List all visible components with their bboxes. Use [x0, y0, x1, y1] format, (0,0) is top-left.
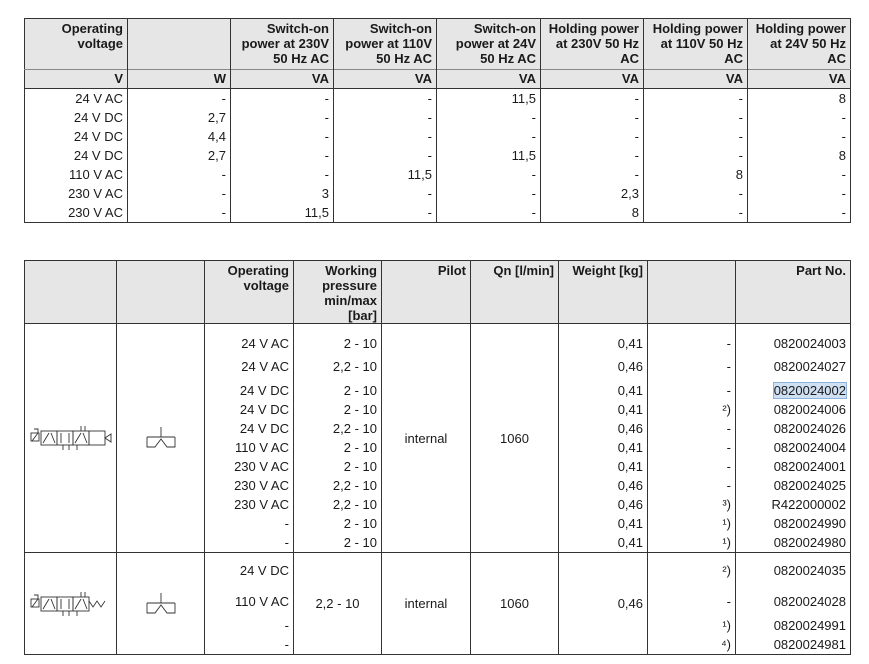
valve-symbol-cell: [25, 553, 117, 655]
pressure-value: 2,2 - 10: [332, 497, 377, 512]
power-table: [24, 18, 851, 223]
part-value: 0820024027: [773, 359, 846, 374]
table-cell: -: [334, 184, 437, 203]
voltage-value: -: [284, 516, 289, 531]
note-value: ¹): [722, 618, 731, 633]
header-cell: [117, 261, 205, 324]
voltage-value: 24 V DC: [239, 421, 289, 436]
power-table-row: [25, 165, 851, 184]
weight-value: 0,46: [617, 478, 643, 493]
voltage-value: 110 V AC: [235, 594, 289, 609]
valve-symbol-cell: [25, 324, 117, 553]
table-cell: -: [231, 165, 334, 184]
table-cell: -: [541, 165, 644, 184]
unit-cell: VA: [541, 70, 644, 89]
valve-table-header: [25, 261, 851, 324]
unit-cell: VA: [231, 70, 334, 89]
table-cell: 110 V AC: [69, 167, 123, 182]
note-value: -: [726, 440, 731, 455]
weight-value: 0,41: [617, 440, 643, 455]
table-cell: -: [748, 184, 851, 203]
selected-part-number[interactable]: 0820024002: [773, 383, 846, 398]
voltage-value: 24 V DC: [239, 383, 289, 398]
power-table-header: [25, 19, 851, 70]
table-cell: -: [128, 165, 231, 184]
note-value: -: [726, 459, 731, 474]
table-cell: 2,7: [128, 146, 231, 165]
table-cell: -: [644, 184, 748, 203]
table-cell: 8: [644, 165, 748, 184]
valve-symbol-icon: [29, 591, 113, 617]
table-cell: -: [541, 89, 644, 109]
note-value: ¹): [722, 516, 731, 531]
table-cell: 3: [231, 184, 334, 203]
part-cell: [736, 324, 851, 553]
power-table-row: [25, 127, 851, 146]
pilot-symbol-icon: [141, 591, 181, 617]
pressure-value: 2 - 10: [343, 402, 377, 417]
part-value: 0820024004: [773, 440, 846, 455]
power-table-row: [25, 89, 851, 109]
part-value: [740, 381, 846, 400]
voltage-value: -: [284, 618, 289, 633]
part-value: 0820024028: [773, 594, 846, 609]
weight-value: 0,41: [617, 459, 643, 474]
part-value: R422000002: [771, 497, 846, 512]
voltage-cell: [205, 324, 294, 553]
unit-cell: W: [128, 70, 231, 89]
header-cell: Operating voltage: [25, 19, 128, 70]
part-value: 0820024026: [773, 421, 846, 436]
header-cell: Weight [kg]: [559, 261, 648, 324]
power-table-row: [25, 146, 851, 165]
note-value: -: [726, 359, 731, 374]
table-cell: 8: [541, 203, 644, 223]
weight-value: 0,41: [617, 402, 643, 417]
part-value: 0820024980: [773, 535, 846, 550]
table-cell: 24 V DC: [73, 129, 123, 144]
weight-cell: [559, 324, 648, 553]
header-cell: Working pressure min/max [bar]: [294, 261, 382, 324]
weight-value: 0,46: [617, 359, 643, 374]
table-cell: -: [541, 127, 644, 146]
pressure-value: 2,2 - 10: [332, 359, 377, 374]
table-cell: -: [437, 108, 541, 127]
note-value: -: [726, 478, 731, 493]
table-cell: -: [437, 127, 541, 146]
table-cell: 2,7: [128, 108, 231, 127]
pressure-value: 2 - 10: [343, 459, 377, 474]
table-cell: -: [334, 127, 437, 146]
pressure-value: 2,2 - 10: [332, 478, 377, 493]
unit-cell: VA: [437, 70, 541, 89]
voltage-value: 230 V AC: [234, 478, 289, 493]
qn-cell: 1060: [471, 553, 559, 655]
power-table-row: [25, 184, 851, 203]
header-cell: Holding power at 230V 50 Hz AC: [541, 19, 644, 70]
table-cell: -: [644, 89, 748, 109]
table-cell: 11,5: [334, 165, 437, 184]
note-value: -: [726, 383, 731, 398]
table-cell: -: [541, 108, 644, 127]
pressure-value: 2 - 10: [343, 535, 377, 550]
part-value: 0820024001: [773, 459, 846, 474]
note-value: -: [726, 421, 731, 436]
voltage-value: 24 V DC: [239, 563, 289, 578]
voltage-value: -: [284, 535, 289, 550]
table-cell: 24 V AC: [75, 91, 123, 106]
weight-value: 0,41: [617, 516, 643, 531]
weight-value: 0,46: [617, 421, 643, 436]
table-cell: -: [437, 203, 541, 223]
table-cell: -: [334, 146, 437, 165]
table-cell: 230 V AC: [68, 205, 123, 220]
table-cell: -: [231, 146, 334, 165]
table-cell: 11,5: [437, 146, 541, 165]
table-cell: -: [748, 108, 851, 127]
table-cell: -: [128, 184, 231, 203]
table-cell: -: [748, 165, 851, 184]
valve-table: [24, 260, 851, 655]
table-cell: -: [644, 203, 748, 223]
weight-value: 0,46: [617, 497, 643, 512]
table-cell: 4,4: [128, 127, 231, 146]
note-value: ⁴): [721, 637, 731, 652]
unit-cell: VA: [334, 70, 437, 89]
table-cell: 24 V DC: [73, 110, 123, 125]
voltage-value: 110 V AC: [235, 440, 289, 455]
voltage-value: 24 V AC: [241, 336, 289, 351]
pilot-cell: internal: [382, 553, 471, 655]
voltage-value: 230 V AC: [234, 459, 289, 474]
table-cell: -: [437, 184, 541, 203]
note-cell: [648, 553, 736, 655]
table-cell: -: [748, 127, 851, 146]
note-value: ²): [722, 402, 731, 417]
pilot-symbol-icon: [141, 425, 181, 451]
pressure-cell: 2,2 - 10: [294, 553, 382, 655]
table-cell: -: [231, 108, 334, 127]
table-cell: -: [644, 108, 748, 127]
table-cell: 8: [748, 146, 851, 165]
header-cell: Part No.: [736, 261, 851, 324]
pressure-value: 2 - 10: [343, 383, 377, 398]
table-cell: -: [748, 203, 851, 223]
power-table-row: [25, 203, 851, 223]
pressure-value: 2 - 10: [343, 516, 377, 531]
table-cell: 11,5: [437, 89, 541, 109]
pressure-value: 2 - 10: [343, 440, 377, 455]
table-cell: -: [334, 108, 437, 127]
table-cell: -: [334, 203, 437, 223]
part-value: 0820024990: [773, 516, 846, 531]
header-cell: Qn [l/min]: [471, 261, 559, 324]
valve-group-1: [25, 324, 851, 553]
pressure-cell: [294, 324, 382, 553]
part-value: 0820024981: [773, 637, 846, 652]
table-cell: -: [541, 146, 644, 165]
pressure-value: 2,2 - 10: [332, 421, 377, 436]
table-cell: -: [231, 127, 334, 146]
power-table-units: [25, 70, 851, 89]
note-value: -: [726, 336, 731, 351]
part-value: 0820024003: [773, 336, 846, 351]
pressure-value: 2 - 10: [343, 336, 377, 351]
unit-cell: VA: [644, 70, 748, 89]
note-value: ²): [722, 563, 731, 578]
table-cell: 8: [748, 89, 851, 109]
header-cell: Switch-on power at 24V 50 Hz AC: [437, 19, 541, 70]
pilot-cell: internal: [382, 324, 471, 553]
note-value: -: [726, 594, 731, 609]
unit-cell: V: [25, 70, 128, 89]
part-cell: [736, 553, 851, 655]
table-cell: -: [644, 146, 748, 165]
table-cell: 2,3: [541, 184, 644, 203]
header-cell: Switch-on power at 230V 50 Hz AC: [231, 19, 334, 70]
table-cell: 11,5: [231, 203, 334, 223]
pilot-symbol-cell: [117, 553, 205, 655]
part-value: 0820024035: [773, 563, 846, 578]
power-table-row: [25, 108, 851, 127]
voltage-value: 230 V AC: [234, 497, 289, 512]
voltage-value: 24 V DC: [239, 402, 289, 417]
part-value: 0820024025: [773, 478, 846, 493]
header-cell: Holding power at 110V 50 Hz AC: [644, 19, 748, 70]
header-cell: [648, 261, 736, 324]
header-cell: [25, 261, 117, 324]
unit-cell: VA: [748, 70, 851, 89]
weight-value: 0,41: [617, 383, 643, 398]
table-cell: -: [128, 89, 231, 109]
part-value: 0820024006: [773, 402, 846, 417]
valve-group-2: [25, 553, 851, 655]
table-cell: -: [644, 127, 748, 146]
pilot-symbol-cell: [117, 324, 205, 553]
table-cell: 24 V DC: [73, 148, 123, 163]
voltage-cell: [205, 553, 294, 655]
header-cell: Pilot: [382, 261, 471, 324]
note-cell: [648, 324, 736, 553]
header-cell: Holding power at 24V 50 Hz AC: [748, 19, 851, 70]
weight-cell: 0,46: [559, 553, 648, 655]
voltage-value: 24 V AC: [241, 359, 289, 374]
voltage-value: -: [284, 637, 289, 652]
valve-symbol-icon: [29, 425, 113, 451]
table-cell: -: [437, 165, 541, 184]
table-cell: -: [231, 89, 334, 109]
part-value: 0820024991: [773, 618, 846, 633]
note-value: ³): [722, 497, 731, 512]
header-cell: Operating voltage: [205, 261, 294, 324]
weight-value: 0,41: [617, 535, 643, 550]
table-cell: -: [128, 203, 231, 223]
table-cell: -: [334, 89, 437, 109]
weight-value: 0,41: [617, 336, 643, 351]
header-cell: [128, 19, 231, 70]
note-value: ¹): [722, 535, 731, 550]
table-cell: 230 V AC: [68, 186, 123, 201]
qn-cell: 1060: [471, 324, 559, 553]
header-cell: Switch-on power at 110V 50 Hz AC: [334, 19, 437, 70]
